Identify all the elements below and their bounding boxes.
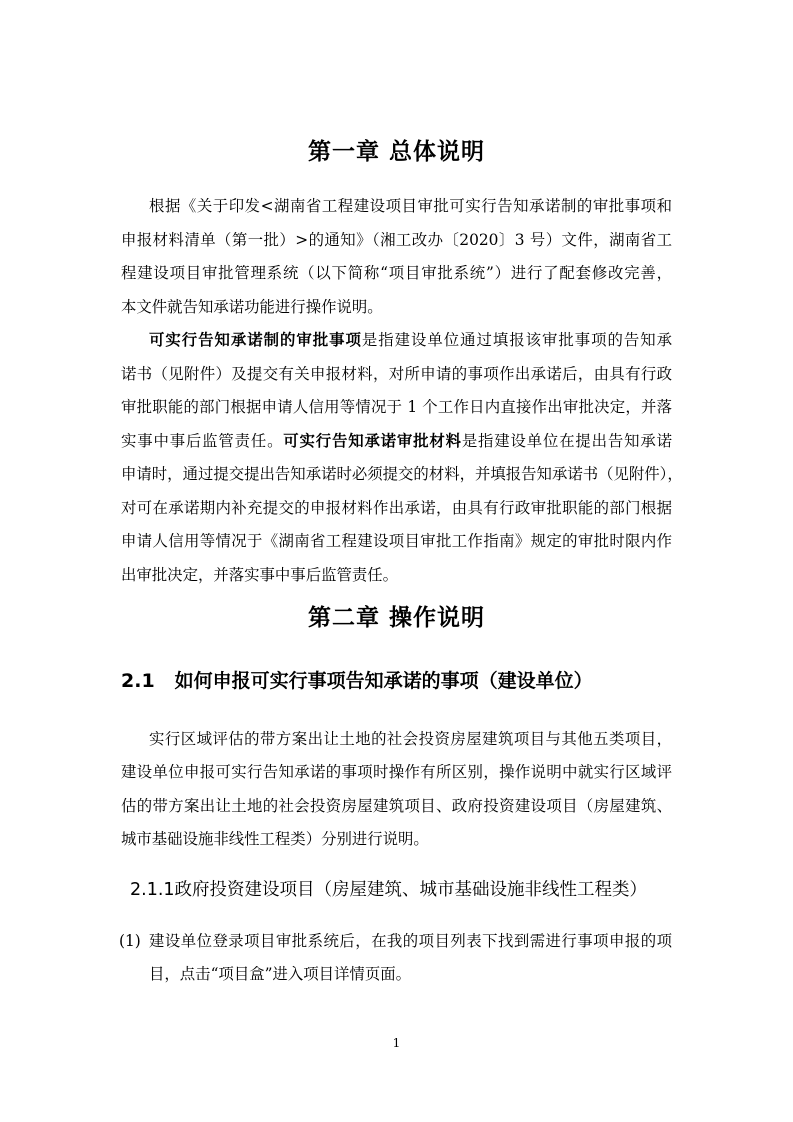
chapter-1-para-2-line-7: 申请人信用等情况于《湖南省工程建设项目审批工作指南》规定的审批时限内作	[121, 532, 672, 550]
chapter-2-title: 第二章 操作说明	[307, 605, 485, 631]
chapter-1-para-2-line-4-rest: 是指建设单位在提出告知承诺	[461, 432, 672, 450]
section-number: 2.1	[121, 670, 155, 692]
chapter-2-para-1-line-3: 估的带方案出让土地的社会投资房屋建筑项目、政府投资建设项目（房屋建筑、	[121, 797, 672, 815]
step-1-line-2: 目，点击“项目盒”进入项目详情页面。	[149, 965, 411, 983]
section-title: 如何申报可实行事项告知承诺的事项（建设单位）	[174, 670, 593, 692]
chapter-2-para-1-line-1: 实行区域评估的带方案出让土地的社会投资房屋建筑项目与其他五类项目，	[149, 730, 672, 748]
chapter-2-para-1-line-2: 建设单位申报可实行告知承诺的事项时操作有所区别，操作说明中就实行区域评	[121, 763, 672, 781]
page-number: 1	[392, 1036, 401, 1050]
chapter-1-para-2-line-4	[121, 431, 672, 451]
chapter-2-para-1-line-4: 城市基础设施非线性工程类）分别进行说明。	[121, 830, 429, 848]
chapter-1-para-2-line-6: 对可在承诺期内补充提交的申报材料作出承诺，由具有行政审批职能的部门根据	[121, 499, 672, 517]
chapter-1-para-1-line-3: 程建设项目审批管理系统（以下简称“项目审批系统”）进行了配套修改完善，	[121, 264, 672, 282]
chapter-1-para-2-line-4-text: 实事中事后监管责任。	[121, 432, 284, 450]
step-1-marker: (1)	[119, 932, 141, 950]
chapter-1-para-1-line-2: 申报材料清单（第一批）>的通知》（湘工改办〔2020〕3 号）文件，湖南省工	[121, 231, 672, 249]
term-commitment-approval-materials: 可实行告知承诺审批材料	[283, 432, 462, 450]
subsection-2-1-1-heading: 2.1.1政府投资建设项目（房屋建筑、城市基础设施非线性工程类）	[130, 880, 648, 900]
section-2-1-heading	[121, 666, 593, 693]
chapter-1-para-2-line-8: 出审批决定，并落实事中事后监管责任。	[121, 566, 399, 584]
chapter-1-para-2-line-1	[149, 330, 672, 350]
chapter-1-title: 第一章 总体说明	[307, 139, 485, 165]
step-1-line-1: 建设单位登录项目审批系统后，在我的项目列表下找到需进行事项申报的项	[149, 932, 672, 950]
term-commitment-approval-items: 可实行告知承诺制的审批事项	[149, 331, 362, 349]
chapter-1-para-2-line-2: 诺书（见附件）及提交有关申报材料，对所申请的事项作出承诺后，由具有行政	[121, 365, 672, 383]
chapter-1-para-2-line-5: 申请时，通过提交提出告知承诺时必须提交的材料，并填报告知承诺书（见附件），	[121, 465, 683, 483]
chapter-1-para-1-line-1: 根据《关于印发<湖南省工程建设项目审批可实行告知承诺制的审批事项和	[149, 197, 672, 215]
chapter-1-para-2-line-3: 审批职能的部门根据申请人信用等情况于 1 个工作日内直接作出审批决定，并落	[121, 398, 672, 416]
chapter-1-para-1-line-4: 本文件就告知承诺功能进行操作说明。	[121, 298, 383, 316]
chapter-1-para-2-line-1-text: 是指建设单位通过填报该审批事项的告知承	[361, 331, 672, 349]
